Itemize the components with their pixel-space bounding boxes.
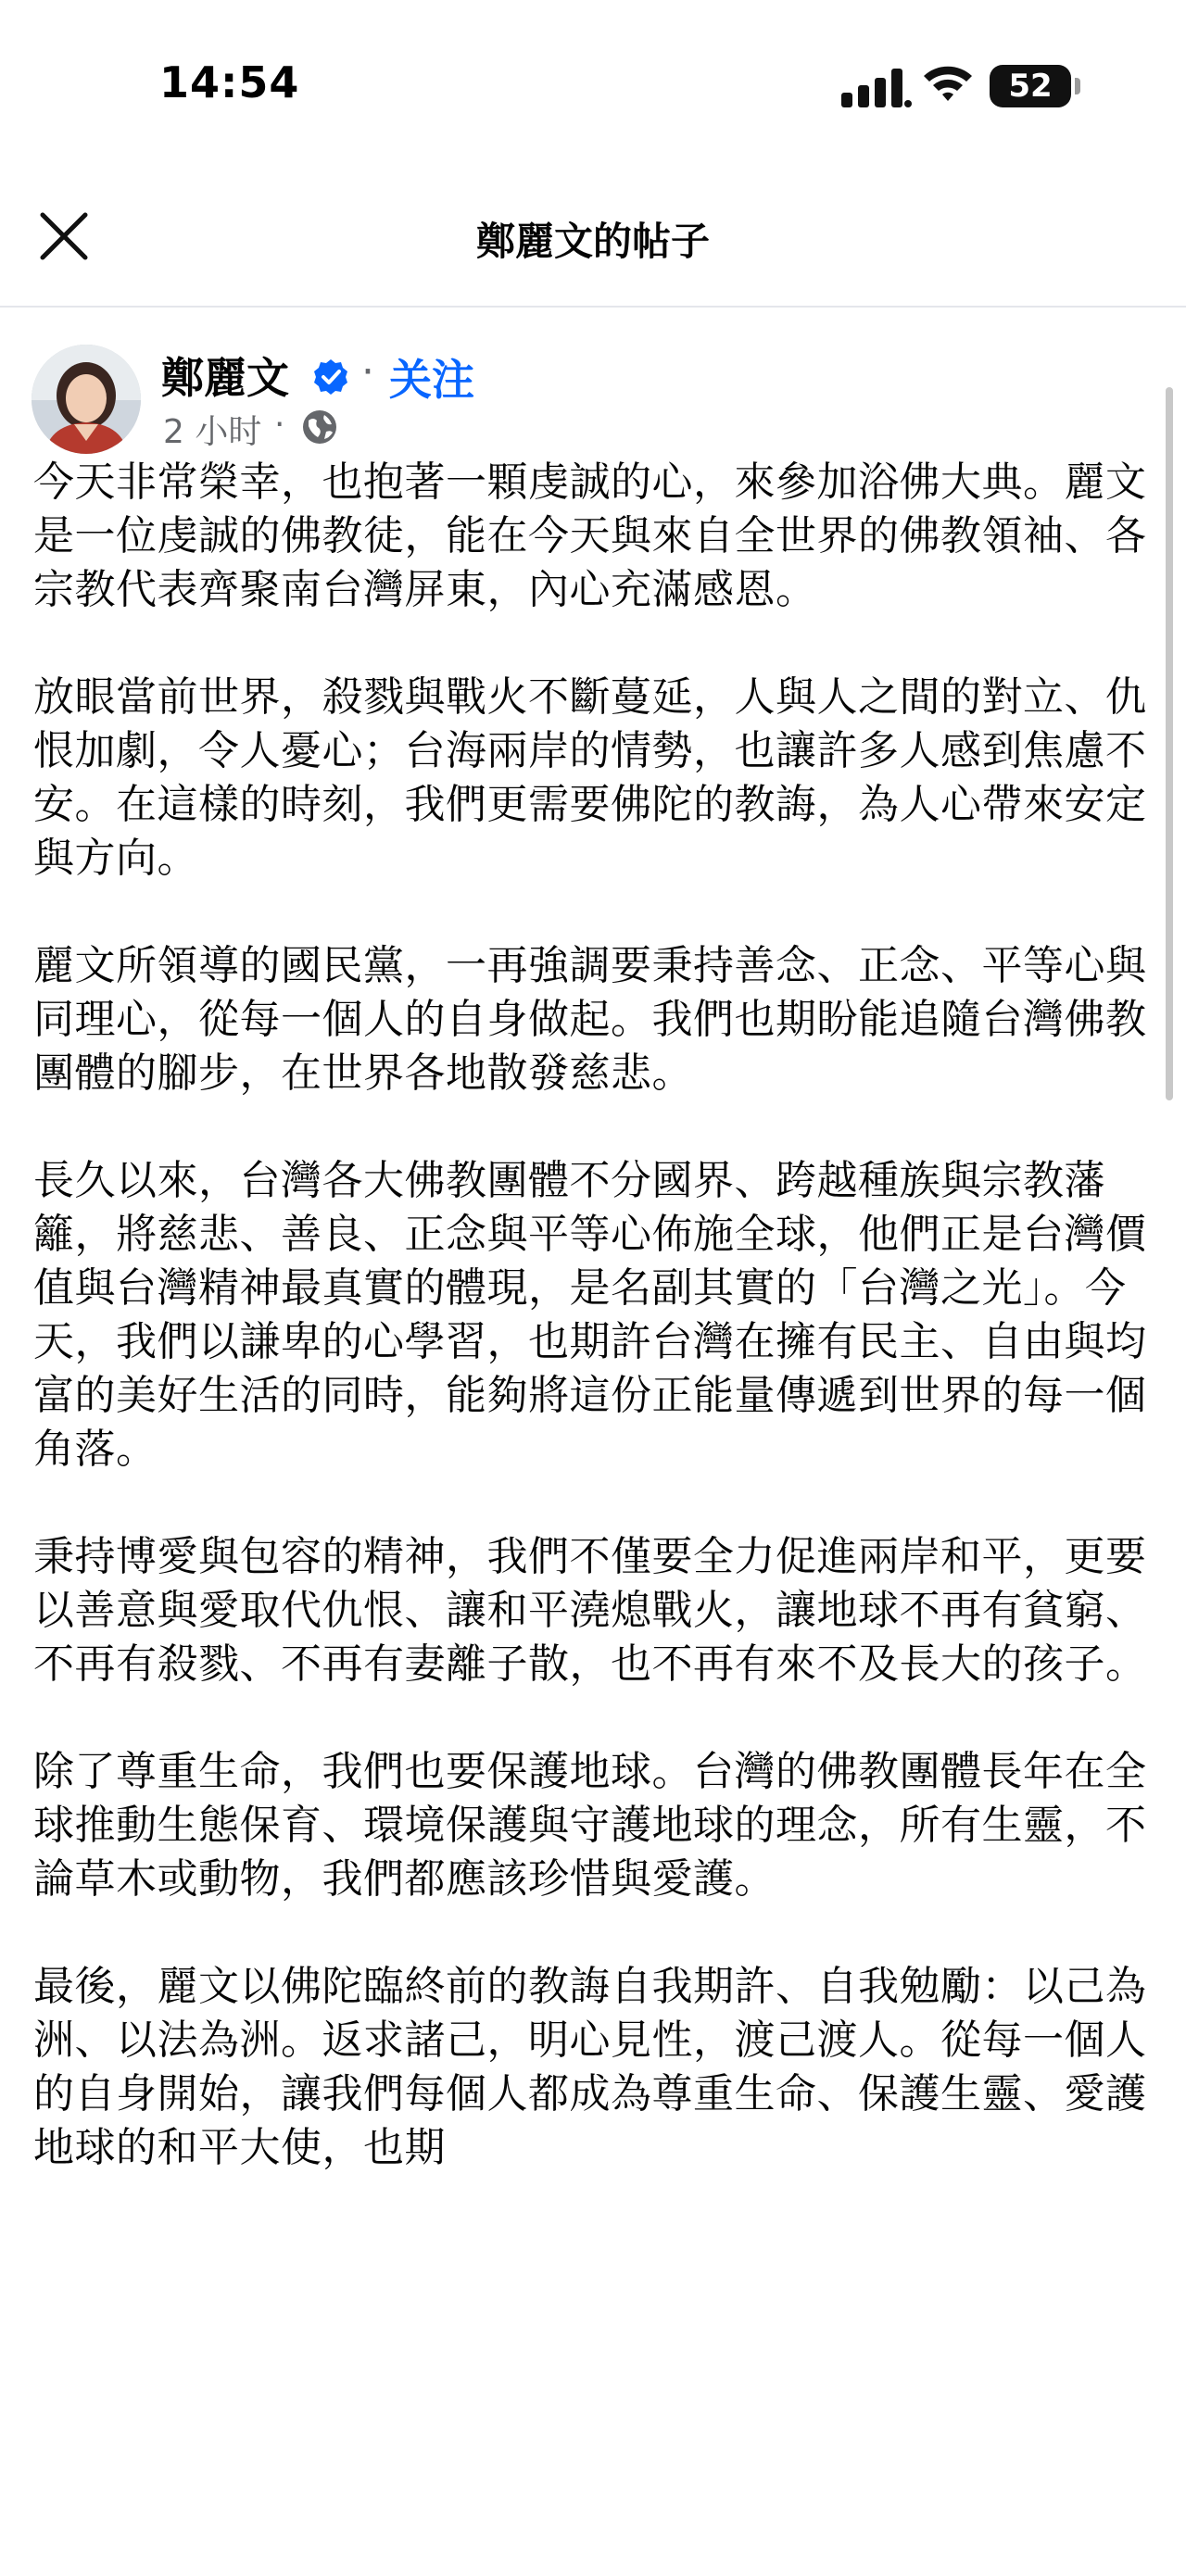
follow-button[interactable]: 关注 xyxy=(389,355,474,405)
battery-indicator: 52 xyxy=(990,65,1071,107)
scrollbar[interactable] xyxy=(1166,387,1173,1100)
name-separator: · xyxy=(361,348,374,396)
post-timestamp[interactable]: 2 小时 xyxy=(163,413,262,451)
post-paragraph: 麗文所領導的國民黨，一再強調要秉持善念、正念、平等心與同理心，從每一個人的自身做起。我們也期盼能追隨台灣佛教團體的腳步，在世界各地散發慈悲。 xyxy=(33,942,1147,1097)
page-title: 鄭麗文的帖子 xyxy=(475,219,710,264)
post-paragraph: 長久以來，台灣各大佛教團體不分國界、跨越種族與宗教藩籬，將慈悲、善良、正念與平等心佈施全球，他們正是台灣價值與台灣精神最真實的體現，是名副其實的「台灣之光」。今天，我們以謙卑的心學習，也期許台灣在擁有民主、自由與均富的美好生活的同時，能夠將這份正能量傳遞到世界的每一個角落。 xyxy=(33,1157,1147,1473)
verified-badge-icon xyxy=(311,358,350,396)
status-bar xyxy=(0,0,1186,139)
meta-separator: · xyxy=(274,406,285,444)
avatar-portrait-icon xyxy=(32,345,141,454)
cellular-signal-icon xyxy=(839,67,914,107)
post-header xyxy=(0,185,1186,308)
post-body xyxy=(33,456,1156,2229)
wifi-icon xyxy=(921,61,975,104)
globe-icon xyxy=(300,408,339,446)
post-paragraph: 秉持博愛與包容的精神，我們不僅要全力促進兩岸和平，更要以善意與愛取代仇恨、讓和平澆熄戰火，讓地球不再有貧窮、不再有殺戮、不再有妻離子散，也不再有來不及長大的孩子。 xyxy=(33,1533,1147,1688)
post-paragraph: 放眼當前世界，殺戮與戰火不斷蔓延，人與人之間的對立、仇恨加劇，令人憂心；台海兩岸的情勢，也讓許多人感到焦慮不安。在這樣的時刻，我們更需要佛陀的教誨，為人心帶來安定與方向。 xyxy=(33,673,1147,882)
author-name[interactable]: 鄭麗文 xyxy=(161,353,289,403)
battery-cap xyxy=(1075,78,1080,94)
post-paragraph: 除了尊重生命，我們也要保護地球。台灣的佛教團體長年在全球推動生態保育、環境保護與守護地球的理念，所有生靈，不論草木或動物，我們都應該珍惜與愛護。 xyxy=(33,1748,1147,1903)
post-paragraph: 最後，麗文以佛陀臨終前的教誨自我期許、自我勉勵：以己為洲、以法為洲。返求諸己，明心見性，渡己渡人。從每一個人的自身開始，讓我們每個人都成為尊重生命、保護生靈、愛護地球的和平大使，也期 xyxy=(33,1963,1147,2171)
author-avatar[interactable] xyxy=(32,345,141,454)
status-time: 14:54 xyxy=(159,57,300,107)
post-paragraph: 今天非常榮幸，也抱著一顆虔誠的心，來參加浴佛大典。麗文是一位虔誠的佛教徒，能在今天與來自全世界的佛教領袖、各宗教代表齊聚南台灣屏東，內心充滿感恩。 xyxy=(33,459,1147,613)
